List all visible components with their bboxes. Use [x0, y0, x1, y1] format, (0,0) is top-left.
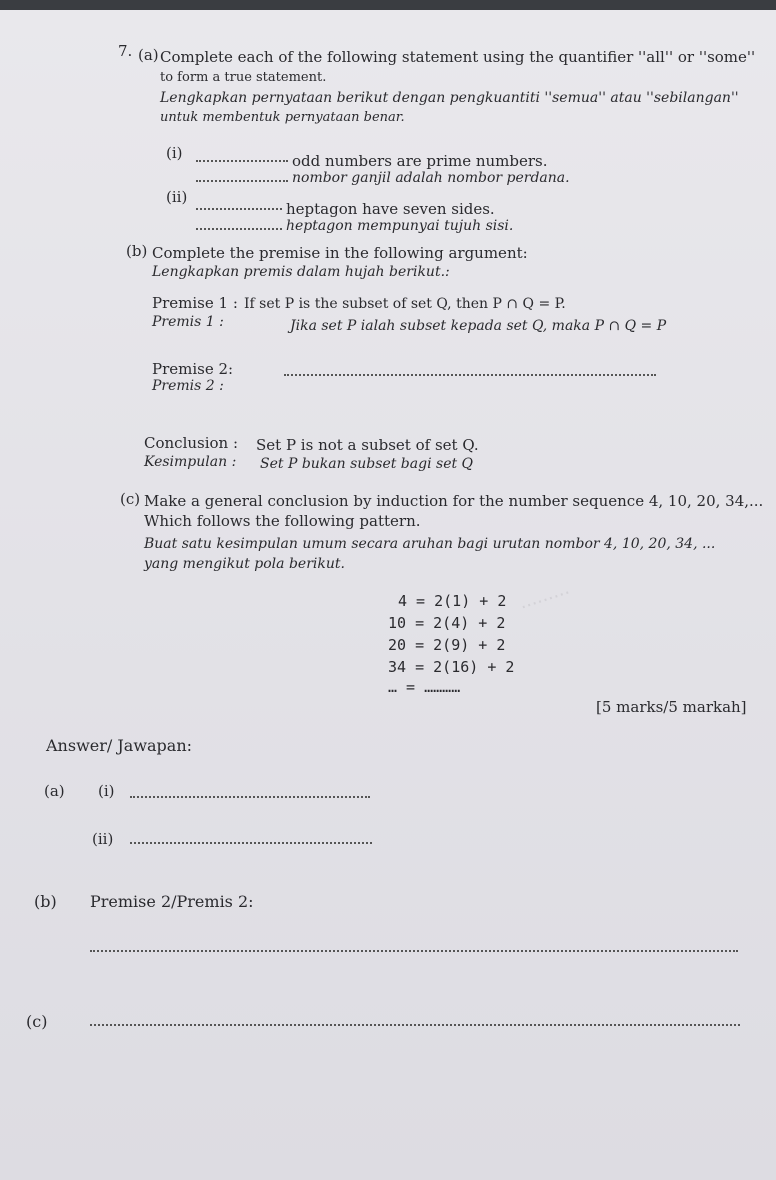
pattern-equation-3: 20 = 2(9) + 2	[388, 636, 506, 654]
question-number: 7.	[118, 42, 133, 60]
answer-c-label: (c)	[26, 1012, 48, 1031]
conclusion-label-en: Conclusion :	[144, 434, 239, 452]
conclusion-label-ms: Kesimpulan :	[144, 454, 237, 470]
premise-2-label-ms: Premis 2 :	[152, 378, 224, 394]
premise-1-label-ms: Premis 1 :	[152, 314, 224, 330]
pattern-equation-1: 4 = 2(1) + 2	[398, 592, 507, 610]
answer-heading: Answer/ Jawapan:	[46, 736, 193, 755]
answer-b-label: (b)	[34, 892, 57, 911]
answer-a-ii-line[interactable]	[130, 842, 372, 844]
pattern-equation-2: 10 = 2(4) + 2	[388, 614, 506, 632]
answer-a-i-line[interactable]	[130, 796, 370, 798]
pattern-equation-4: 34 = 2(16) + 2	[388, 658, 515, 676]
part-a-label: (a)	[138, 46, 159, 64]
premise-2-blank	[284, 374, 656, 376]
answer-b-prompt: Premise 2/Premis 2:	[90, 892, 254, 911]
pattern-equation-5: … = …………	[388, 678, 461, 696]
part-c-instruction-en-2: Which follows the following pattern.	[144, 512, 421, 530]
part-a-i-label: (i)	[166, 144, 183, 162]
part-b-instruction-ms: Lengkapkan premis dalam hujah berikut.:	[152, 264, 450, 280]
exam-paper	[0, 10, 776, 1180]
part-c-label: (c)	[120, 490, 141, 508]
bleed-through-mark: ·········	[518, 582, 574, 619]
part-a-i-blank-ms	[196, 180, 288, 182]
part-a-i-blank	[196, 160, 288, 162]
part-c-instruction-ms-1: Buat satu kesimpulan umum secara aruhan bagi urutan nombor 4, 10, 20, 34, ...	[144, 536, 716, 552]
part-a-i-statement-ms: nombor ganjil adalah nombor perdana.	[292, 170, 570, 186]
part-a-instruction-en-1: Complete each of the following statement using the quantifier ''all'' or ''some''	[160, 48, 756, 66]
answer-a-i-label: (i)	[98, 782, 115, 800]
answer-c-line[interactable]	[90, 1024, 740, 1026]
premise-1-ms: Jika set P ialah subset kepada set Q, maka P ∩ Q = P	[290, 318, 667, 334]
answer-b-line[interactable]	[90, 950, 738, 952]
answer-a-ii-label: (ii)	[92, 830, 114, 848]
marks: [5 marks/5 markah]	[596, 698, 747, 716]
premise-1-label-en: Premise 1 :	[152, 294, 238, 312]
part-a-i-statement-en: odd numbers are prime numbers.	[292, 152, 548, 170]
part-a-instruction-ms-1: Lengkapkan pernyataan berikut dengan pengkuantiti ''semua'' atau ''sebilangan''	[160, 90, 739, 106]
part-b-label: (b)	[126, 242, 148, 260]
part-a-instruction-ms-2: untuk membentuk pernyataan benar.	[160, 110, 405, 125]
premise-1-en: If set P is the subset of set Q, then P ∩ Q = P.	[244, 296, 566, 312]
part-a-ii-label: (ii)	[166, 188, 188, 206]
conclusion-en: Set P is not a subset of set Q.	[256, 436, 479, 454]
part-a-ii-blank	[196, 208, 282, 210]
answer-a-label: (a)	[44, 782, 65, 800]
part-a-ii-blank-ms	[196, 228, 282, 230]
part-a-ii-statement-en: heptagon have seven sides.	[286, 200, 495, 218]
conclusion-ms: Set P bukan subset bagi set Q	[260, 456, 474, 472]
part-c-instruction-ms-2: yang mengikut pola berikut.	[144, 556, 345, 572]
part-a-ii-statement-ms: heptagon mempunyai tujuh sisi.	[286, 218, 514, 234]
part-b-instruction-en: Complete the premise in the following argument:	[152, 244, 528, 262]
part-a-instruction-en-2: to form a true statement.	[160, 70, 327, 85]
part-c-instruction-en-1: Make a general conclusion by induction for the number sequence 4, 10, 20, 34,...	[144, 492, 764, 510]
premise-2-label-en: Premise 2:	[152, 360, 234, 378]
